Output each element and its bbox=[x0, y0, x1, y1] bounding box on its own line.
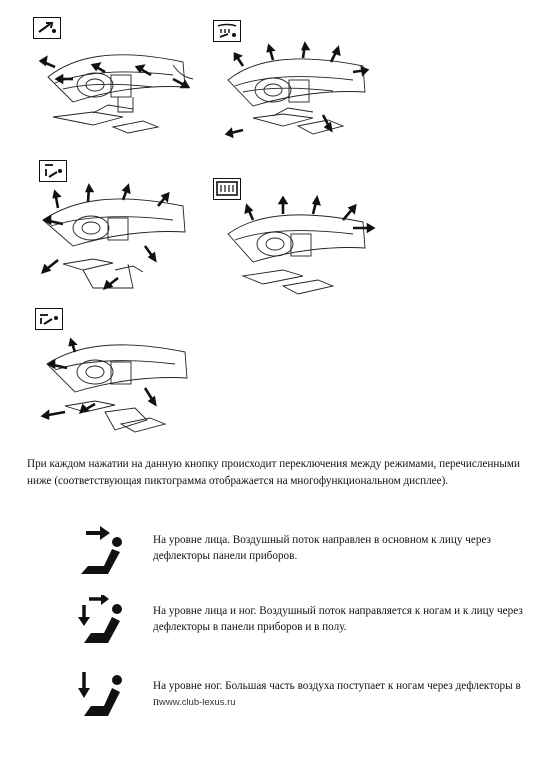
mode-foot bbox=[76, 668, 526, 730]
foot-mode-diagram bbox=[35, 308, 205, 440]
foot-vent-icon bbox=[35, 308, 63, 330]
face-and-foot-airflow-icon bbox=[76, 595, 128, 649]
defrost-foot-icon bbox=[213, 20, 241, 42]
intro-paragraph: При каждом нажатии на данную кнопку происходит переключения между режимами, перечисленными ниже (соответствующая пиктограмма отображается на многофункциональном дисплее). bbox=[27, 458, 520, 487]
face-mode-diagram bbox=[33, 17, 203, 155]
mode-face-description: На уровне лица. Воздушный поток направлен в основном к лицу через дефлекторы панели приборов. bbox=[153, 534, 491, 562]
bilevel-icon bbox=[39, 160, 67, 182]
face-airflow-icon bbox=[76, 522, 128, 576]
bilevel-mode-diagram bbox=[33, 160, 203, 298]
mode-face bbox=[76, 522, 526, 582]
rear-defrost-icon bbox=[213, 178, 241, 200]
defrost-mode-diagram bbox=[213, 178, 383, 316]
mode-face-and-foot bbox=[76, 595, 526, 657]
mode-foot-description-text: На уровне ног. Большая часть воздуха поступает к ногам через дефлекторы в п bbox=[153, 680, 521, 708]
foot-airflow-icon bbox=[76, 668, 128, 722]
face-vent-icon bbox=[33, 17, 61, 39]
watermark: www.club-lexus.ru bbox=[159, 697, 236, 708]
mode-foot-description bbox=[153, 678, 523, 711]
defrost-foot-mode-diagram bbox=[213, 20, 383, 158]
mode-face-and-foot-description: На уровне лица и ног. Воздушный поток направляется к ногам и к лицу через дефлекторы в панели приборов и в полу. bbox=[153, 605, 523, 633]
